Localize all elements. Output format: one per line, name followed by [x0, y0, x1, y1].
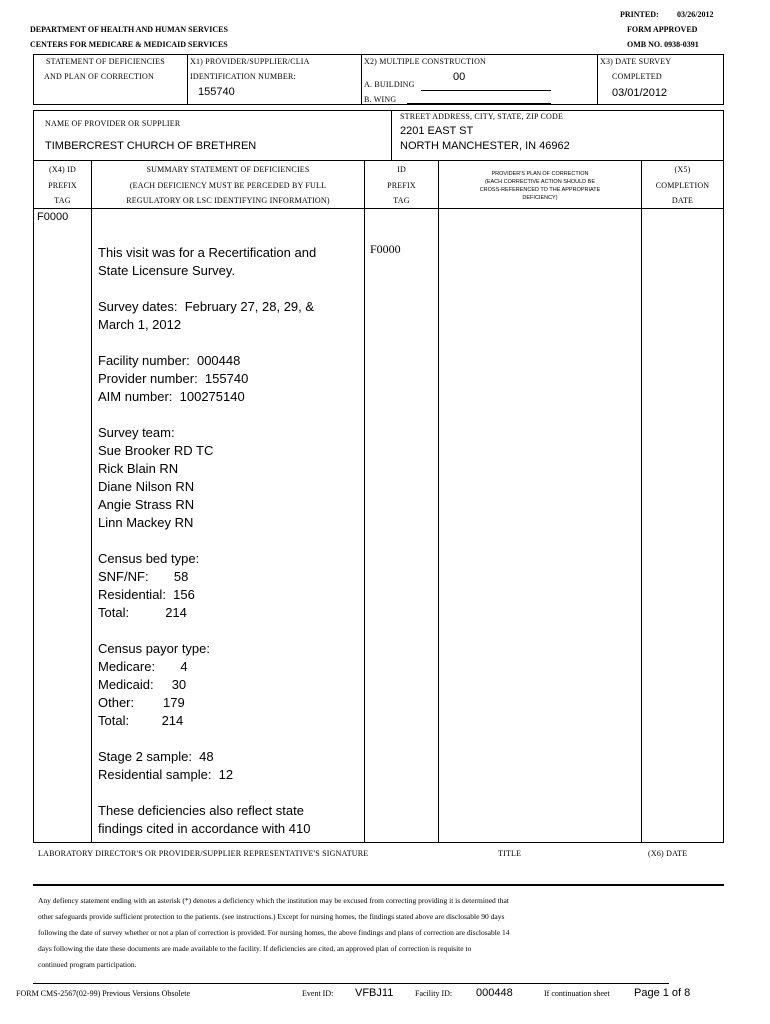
x2-label: X2) MULTIPLE CONSTRUCTION	[364, 57, 487, 66]
continuation-label: If continuation sheet	[544, 989, 610, 998]
page-number: Page 1 of 8	[634, 987, 691, 999]
summary-line: Provider number: 155740	[98, 371, 249, 386]
x1-label-1: X1) PROVIDER/SUPPLIER/CLIA	[190, 57, 310, 66]
id-header-3: TAG	[393, 196, 410, 205]
summary-line: Medicaid: 30	[98, 677, 187, 692]
summary-line: Medicare: 4	[98, 659, 188, 674]
summary-line: Linn Mackey RN	[98, 515, 194, 530]
summary-line: Census payor type:	[98, 641, 211, 656]
event-id-label: Event ID:	[302, 989, 334, 998]
x4-header-2: PREFIX	[48, 181, 77, 190]
printed-label: PRINTED:	[620, 10, 659, 19]
centers-title: CENTERS FOR MEDICARE & MEDICAID SERVICES	[30, 40, 228, 49]
department-title: DEPARTMENT OF HEALTH AND HUMAN SERVICES	[30, 25, 228, 34]
summary-line: Survey team:	[98, 425, 175, 440]
facility-id-label: Facility ID:	[415, 989, 453, 998]
x5-header-2: COMPLETION	[655, 181, 710, 190]
paragraph-survey-team	[98, 424, 360, 532]
address-label: STREET ADDRESS, CITY, STATE, ZIP CODE	[400, 112, 564, 121]
plan-header-3: CROSS-REFERENCED TO THE APPROPRIATE	[479, 187, 601, 193]
x6-date-label: (X6) DATE	[648, 849, 688, 858]
summary-line: State Licensure Survey.	[98, 263, 236, 278]
plan-header-4: DEFICIENCY)	[522, 195, 558, 201]
disclaimer	[38, 893, 708, 973]
disclaimer-line: Any defiency statement ending with an asterisk (*) denotes a deficiency which the institution may be excused from correcting providing it is determined that	[38, 896, 509, 905]
paragraph-numbers	[98, 352, 360, 406]
survey-completed-date: 03/01/2012	[612, 87, 668, 99]
summary-line: Diane Nilson RN	[98, 479, 195, 494]
x5-header-3: DATE	[671, 196, 694, 205]
summary-line: SNF/NF: 58	[98, 569, 189, 584]
x4-header-3: TAG	[54, 196, 71, 205]
x4-header-1: (X4) ID	[49, 165, 76, 174]
summary-line: Total: 214	[98, 605, 187, 620]
provider-id-value: 155740	[198, 86, 235, 98]
summary-line: March 1, 2012	[98, 317, 182, 332]
paragraph-visit-type	[98, 244, 360, 280]
title-label: TITLE	[498, 849, 522, 858]
disclaimer-line: following the date of survey whether or not a plan of correction is provided. For nursing homes, the above findings and plans of correction are disclosable 14	[38, 928, 510, 937]
summary-line: Rick Blain RN	[98, 461, 179, 476]
form-approved: FORM APPROVED	[627, 25, 698, 34]
wing-label: B. WING	[364, 95, 397, 104]
form-number: FORM CMS-2567(02-99) Previous Versions Obsolete	[16, 989, 191, 998]
disclaimer-line: continued program participation.	[38, 960, 137, 969]
summary-header-1: SUMMARY STATEMENT OF DEFICIENCIES	[146, 165, 310, 174]
paragraph-census-bed	[98, 550, 360, 622]
summary-line: Total: 214	[98, 713, 184, 728]
paragraph-sample	[98, 748, 360, 784]
summary-line: findings cited in accordance with 410	[98, 821, 311, 836]
left-tag: F0000	[37, 211, 69, 223]
summary-line: Residential sample: 12	[98, 767, 234, 782]
id-header-2: PREFIX	[387, 181, 416, 190]
paragraph-state-findings	[98, 802, 360, 838]
summary-line: AIM number: 100275140	[98, 389, 245, 404]
summary-line: Angie Strass RN	[98, 497, 195, 512]
summary-line: Sue Brooker RD TC	[98, 443, 214, 458]
address-line-1: 2201 EAST ST	[400, 125, 474, 137]
summary-line: Stage 2 sample: 48	[98, 749, 214, 764]
summary-line: Residential: 156	[98, 587, 195, 602]
facility-id-value: 000448	[476, 987, 513, 999]
right-tag: F0000	[370, 242, 401, 256]
building-value: 00	[453, 71, 466, 83]
x3-label-2: COMPLETED	[612, 72, 662, 81]
x3-label-1: X3) DATE SURVEY	[600, 57, 672, 66]
paragraph-survey-dates	[98, 298, 360, 334]
omb-number: OMB NO. 0938-0391	[627, 40, 699, 49]
statement-label-1: STATEMENT OF DEFICIENCIES	[46, 57, 165, 66]
printed-date: 03/26/2012	[677, 10, 714, 19]
plan-header-2: (EACH CORRECTIVE ACTION SHOULD BE	[484, 179, 596, 185]
disclaimer-line: other safeguards provide sufficient protection to the patients. (see instructions.) Except for nursing homes, the findings stated above are disclosable 90 days	[38, 912, 505, 921]
plan-header-1: PROVIDER'S PLAN OF CORRECTION	[491, 171, 589, 177]
summary-line: Facility number: 000448	[98, 353, 241, 368]
summary-line: These deficiencies also reflect state	[98, 803, 304, 818]
signature-label: LABORATORY DIRECTOR'S OR PROVIDER/SUPPLIER REPRESENTATIVE'S SIGNATURE	[38, 849, 369, 858]
id-header-1: ID	[397, 165, 406, 174]
summary-line: Other: 179	[98, 695, 185, 710]
x5-header-1: (X5)	[674, 165, 691, 174]
x1-label-2: IDENTIFICATION NUMBER:	[190, 72, 296, 81]
provider-name-label: NAME OF PROVIDER OR SUPPLIER	[45, 119, 181, 128]
statement-label-2: AND PLAN OF CORRECTION	[44, 72, 154, 81]
summary-line: Census bed type:	[98, 551, 200, 566]
summary-body	[98, 244, 360, 838]
event-id-value: VFBJ11	[355, 987, 394, 999]
provider-name-value: TIMBERCREST CHURCH OF BRETHREN	[45, 140, 257, 152]
address-line-2: NORTH MANCHESTER, IN 46962	[400, 140, 570, 152]
summary-line: This visit was for a Recertification and	[98, 245, 317, 260]
summary-header-2: (EACH DEFICIENCY MUST BE PERCEDED BY FULL	[129, 181, 327, 190]
disclaimer-line: days following the date these documents are made available to the facility. If deficiencies are cited, an approved plan of correction is requisite to	[38, 944, 472, 953]
summary-line: Survey dates: February 27, 28, 29, &	[98, 299, 315, 314]
summary-header-3: REGULATORY OR LSC IDENTIFYING INFORMATION)	[126, 196, 330, 205]
paragraph-census-payor	[98, 640, 360, 730]
building-label: A. BUILDING	[364, 80, 415, 89]
